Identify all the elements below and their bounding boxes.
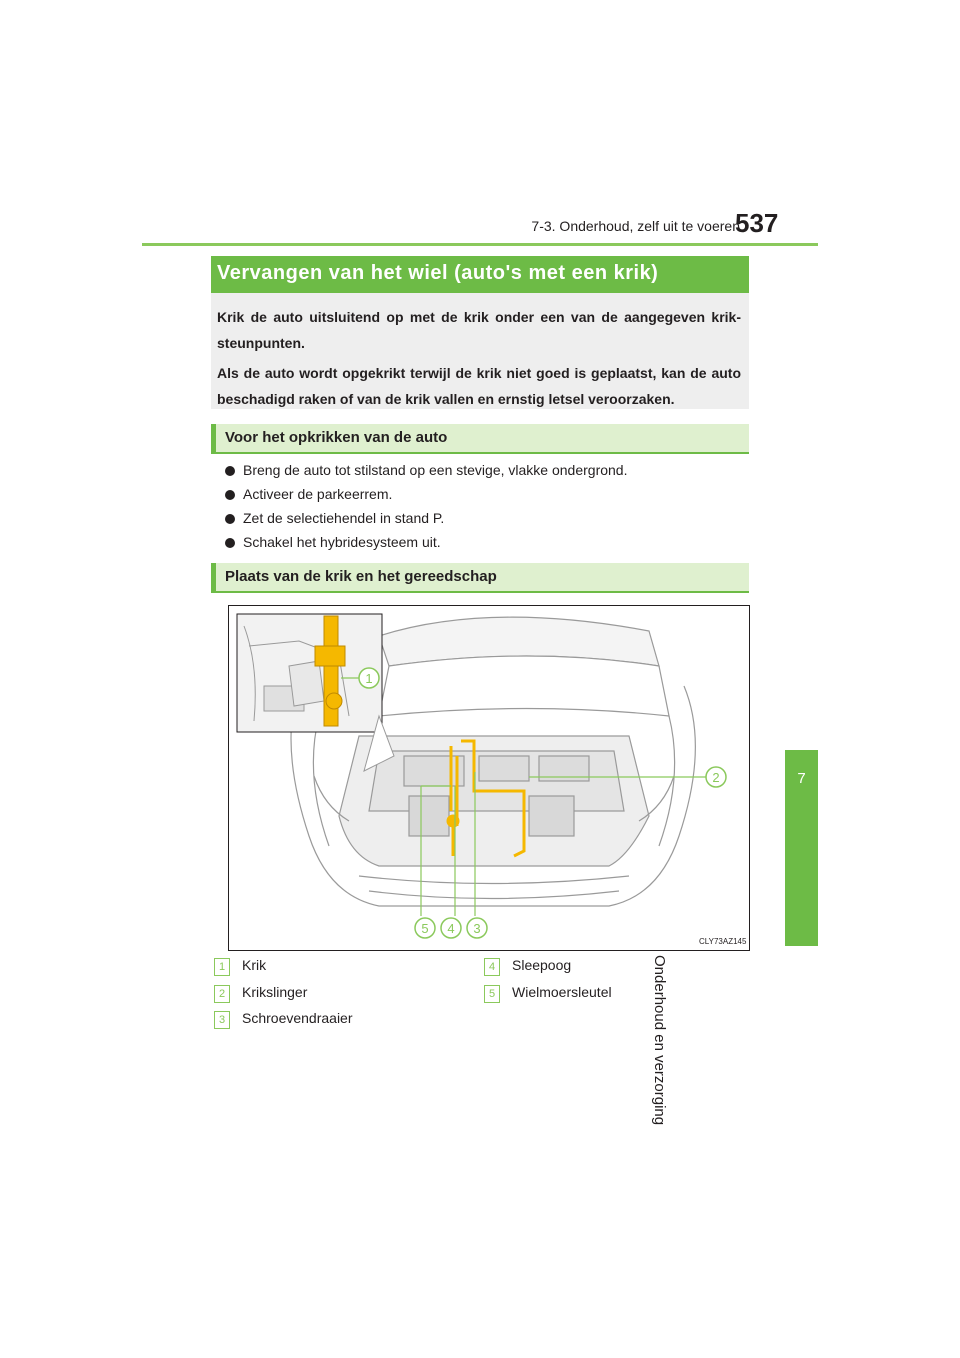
figure-code: CLY73AZ145 [699,937,747,946]
callout-2: 2 [712,770,720,785]
trunk-drawing [229,606,749,950]
section-heading-marker [211,563,216,591]
trunk-illustration [228,605,750,951]
section-heading-bar [211,563,749,593]
section-heading-bar [211,424,749,454]
legend-item-1: 1 Krik [214,957,266,976]
bullet-icon [225,490,235,500]
section-heading-marker [211,424,216,452]
list-item: Breng de auto tot stilstand op een stevige, vlakke ondergrond. [225,458,627,482]
list-item: Activeer de parkeerrem. [225,482,627,506]
legend-item-2: 2 Krikslinger [214,984,307,1003]
callout-3: 3 [473,921,481,936]
warning-paragraph-1: Krik de auto uitsluitend op met de krik onder een van de aangegeven krik-steunpunten. [217,309,741,351]
page-title: Vervangen van het wiel (auto's met een krik) [217,262,659,284]
chapter-label: Onderhoud en verzorging [651,955,668,1126]
warning-text [217,304,741,416]
section-heading: Voor het opkrikken van de auto [225,429,448,446]
bullet-icon [225,538,235,548]
callout-5: 5 [421,921,429,936]
warning-paragraph-2: Als de auto wordt opgekrikt terwijl de krik niet goed is geplaatst, kan de auto beschadigd raken of van de krik vallen en ernstig letsel veroorzaken. [217,365,741,407]
bullet-icon [225,514,235,524]
list-item: Zet de selectiehendel in stand P. [225,506,627,530]
callout-1: 1 [365,671,373,686]
list-item: Schakel het hybridesysteem uit. [225,530,627,554]
section-heading: Plaats van de krik en het gereedschap [225,568,497,585]
bullet-icon [225,466,235,476]
header-rule [142,243,818,246]
legend-item-4: 4 Sleepoog [484,957,571,976]
page-number: 537 [735,208,779,238]
callout-4: 4 [447,921,455,936]
bullet-list [225,458,627,554]
legend-item-3: 3 Schroevendraaier [214,1010,353,1029]
legend-item-5: 5 Wielmoersleutel [484,984,612,1003]
chapter-number: 7 [797,770,806,787]
section-header: 7-3. Onderhoud, zelf uit te voeren [531,218,740,234]
